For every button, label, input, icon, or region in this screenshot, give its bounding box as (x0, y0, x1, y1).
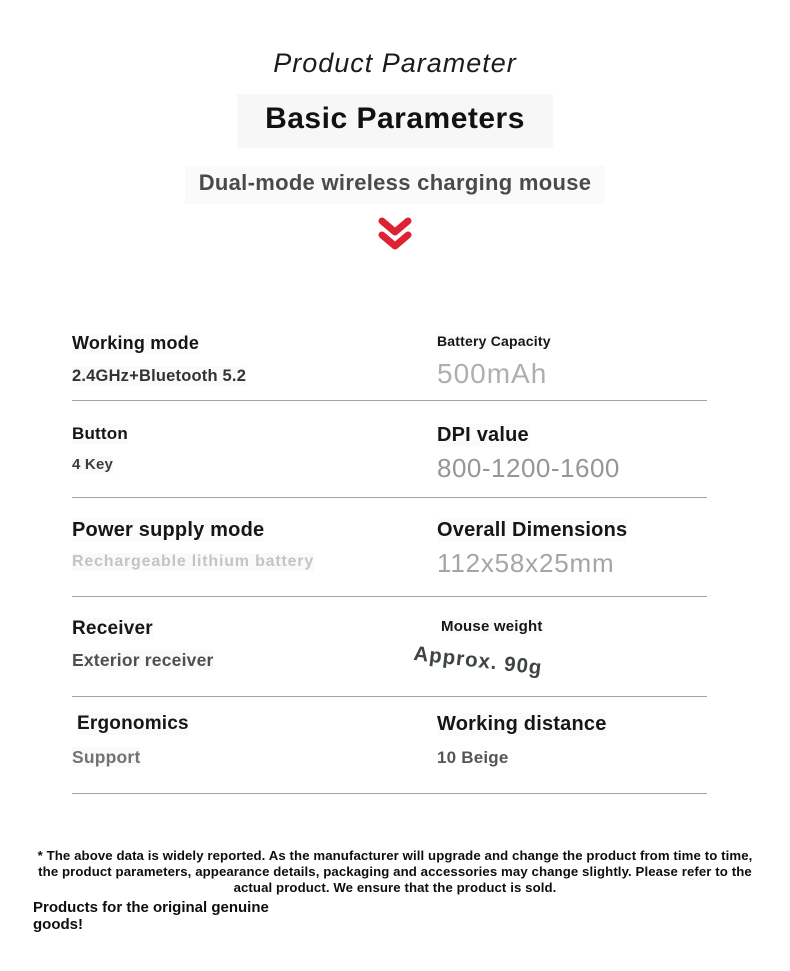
spec-cell-receiver (72, 597, 437, 696)
spec-value: Support (72, 746, 141, 767)
section-title: Basic Parameters (237, 94, 553, 148)
spec-label: Button (72, 424, 128, 443)
spec-value: 800-1200-1600 (437, 453, 620, 483)
spec-row-working-mode (72, 326, 707, 401)
page-title: Product Parameter (273, 48, 517, 78)
spec-value: Rechargeable lithium battery (72, 553, 315, 570)
spec-row-button (72, 401, 707, 498)
spec-value: 112x58x25mm (437, 548, 615, 578)
product-subtitle: Dual-mode wireless charging mouse (185, 166, 606, 204)
spec-cell-dimensions (437, 498, 707, 596)
disclaimer-line: actual product. We ensure that the product is sold. (233, 880, 557, 896)
spec-row-ergonomics (72, 697, 707, 794)
spec-cell-power-supply (72, 498, 437, 596)
spec-table (72, 326, 707, 794)
disclaimer-line: * The above data is widely reported. As the manufacturer will upgrade and change the product from time to time, (37, 848, 753, 863)
spec-value: 4 Key (72, 456, 114, 474)
footer-disclaimer (0, 848, 790, 897)
spec-label: Power supply mode (72, 519, 265, 541)
spec-cell-dpi-value (437, 401, 707, 497)
footer-note: Products for the original genuine goods! (33, 899, 269, 933)
spec-row-power-supply (72, 498, 707, 597)
spec-cell-button (72, 401, 437, 497)
spec-value: Approx. 90g (412, 642, 544, 680)
spec-label: Battery Capacity (437, 333, 551, 349)
spec-label: DPI value (437, 424, 529, 446)
spec-label: Receiver (72, 618, 153, 639)
spec-cell-working-distance (437, 697, 707, 793)
spec-cell-working-mode (72, 326, 437, 400)
spec-label: Working mode (72, 333, 200, 353)
spec-value: Exterior receiver (72, 649, 214, 670)
spec-cell-mouse-weight (412, 597, 707, 696)
spec-row-receiver (72, 597, 707, 697)
spec-cell-ergonomics (72, 697, 437, 793)
subtitle-wrap (0, 166, 790, 204)
spec-value: 2.4GHz+Bluetooth 5.2 (72, 367, 247, 386)
spec-value: 10 Beige (437, 748, 509, 767)
section-title-wrap (0, 94, 790, 148)
chevron-wrap (0, 215, 790, 262)
spec-label: Ergonomics (77, 713, 189, 734)
spec-label: Working distance (437, 713, 607, 735)
spec-cell-battery-capacity (437, 326, 707, 400)
spec-label: Mouse weight (441, 618, 543, 635)
spec-label: Overall Dimensions (437, 519, 628, 541)
spec-value: 500mAh (437, 358, 548, 390)
disclaimer-line: the product parameters, appearance details, packaging and accessories may change slightly. Please refer to the (38, 864, 752, 880)
double-chevron-down-icon (374, 244, 416, 261)
